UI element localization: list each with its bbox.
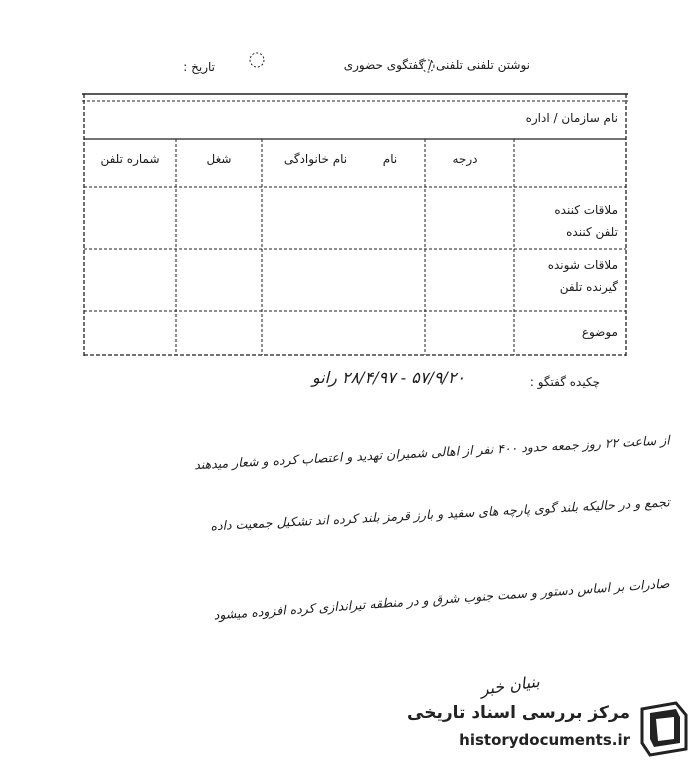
row-visited: ملاقات شونده: [547, 258, 618, 272]
row-receiver: گیرنده تلفن: [559, 280, 618, 294]
summary-ref-number: ۵۷/۹/۲۰ - ۲۸/۴/۹۷ رانو: [311, 368, 465, 387]
col-family-name: نام خانوادگی: [283, 152, 348, 166]
watermark-org-name: مرکز بررسی اسناد تاریخی: [407, 703, 630, 723]
row-caller: تلفن کننده: [566, 225, 618, 239]
handwritten-line-3: صادرات بر اساس دستور و سمت جنوب شرق و در منطقه تیراندازی کرده افزوده میشود: [213, 575, 670, 623]
col-job: شغل: [206, 152, 232, 166]
watermark: [404, 695, 700, 763]
watermark-url: historydocuments.ir: [459, 731, 630, 749]
handwritten-signature: بنیان خبر: [479, 671, 541, 699]
org-name-label: نام سازمان / اداره: [525, 111, 618, 125]
row-visitor: ملاقات کننده: [554, 203, 618, 217]
row-subject: موضوع: [581, 325, 618, 339]
date-label: تاریخ :: [183, 60, 215, 74]
col-phone: شماره تلفن: [100, 152, 160, 166]
col-rank: درجه: [452, 152, 478, 166]
archive-logo-icon: [636, 699, 692, 757]
handwritten-line-2: تجمع و در حالیکه بلند گوی پارچه های سفید و بارز قرمز بلند کرده اند تشکیل جمعیت داده: [210, 494, 670, 534]
form-type-label: نوشتن تلفنی تلفنی / گفتگوی حضوری: [343, 58, 530, 72]
handwritten-line-1: از ساعت ۲۲ روز جمعه حدود ۴۰۰ نفر از اهالی شمیران تهدید و اعتصاب کرده و شعار میدهند: [193, 432, 670, 473]
summary-label: چکیده گفتگو :: [529, 375, 600, 389]
col-name: نام: [382, 152, 398, 166]
